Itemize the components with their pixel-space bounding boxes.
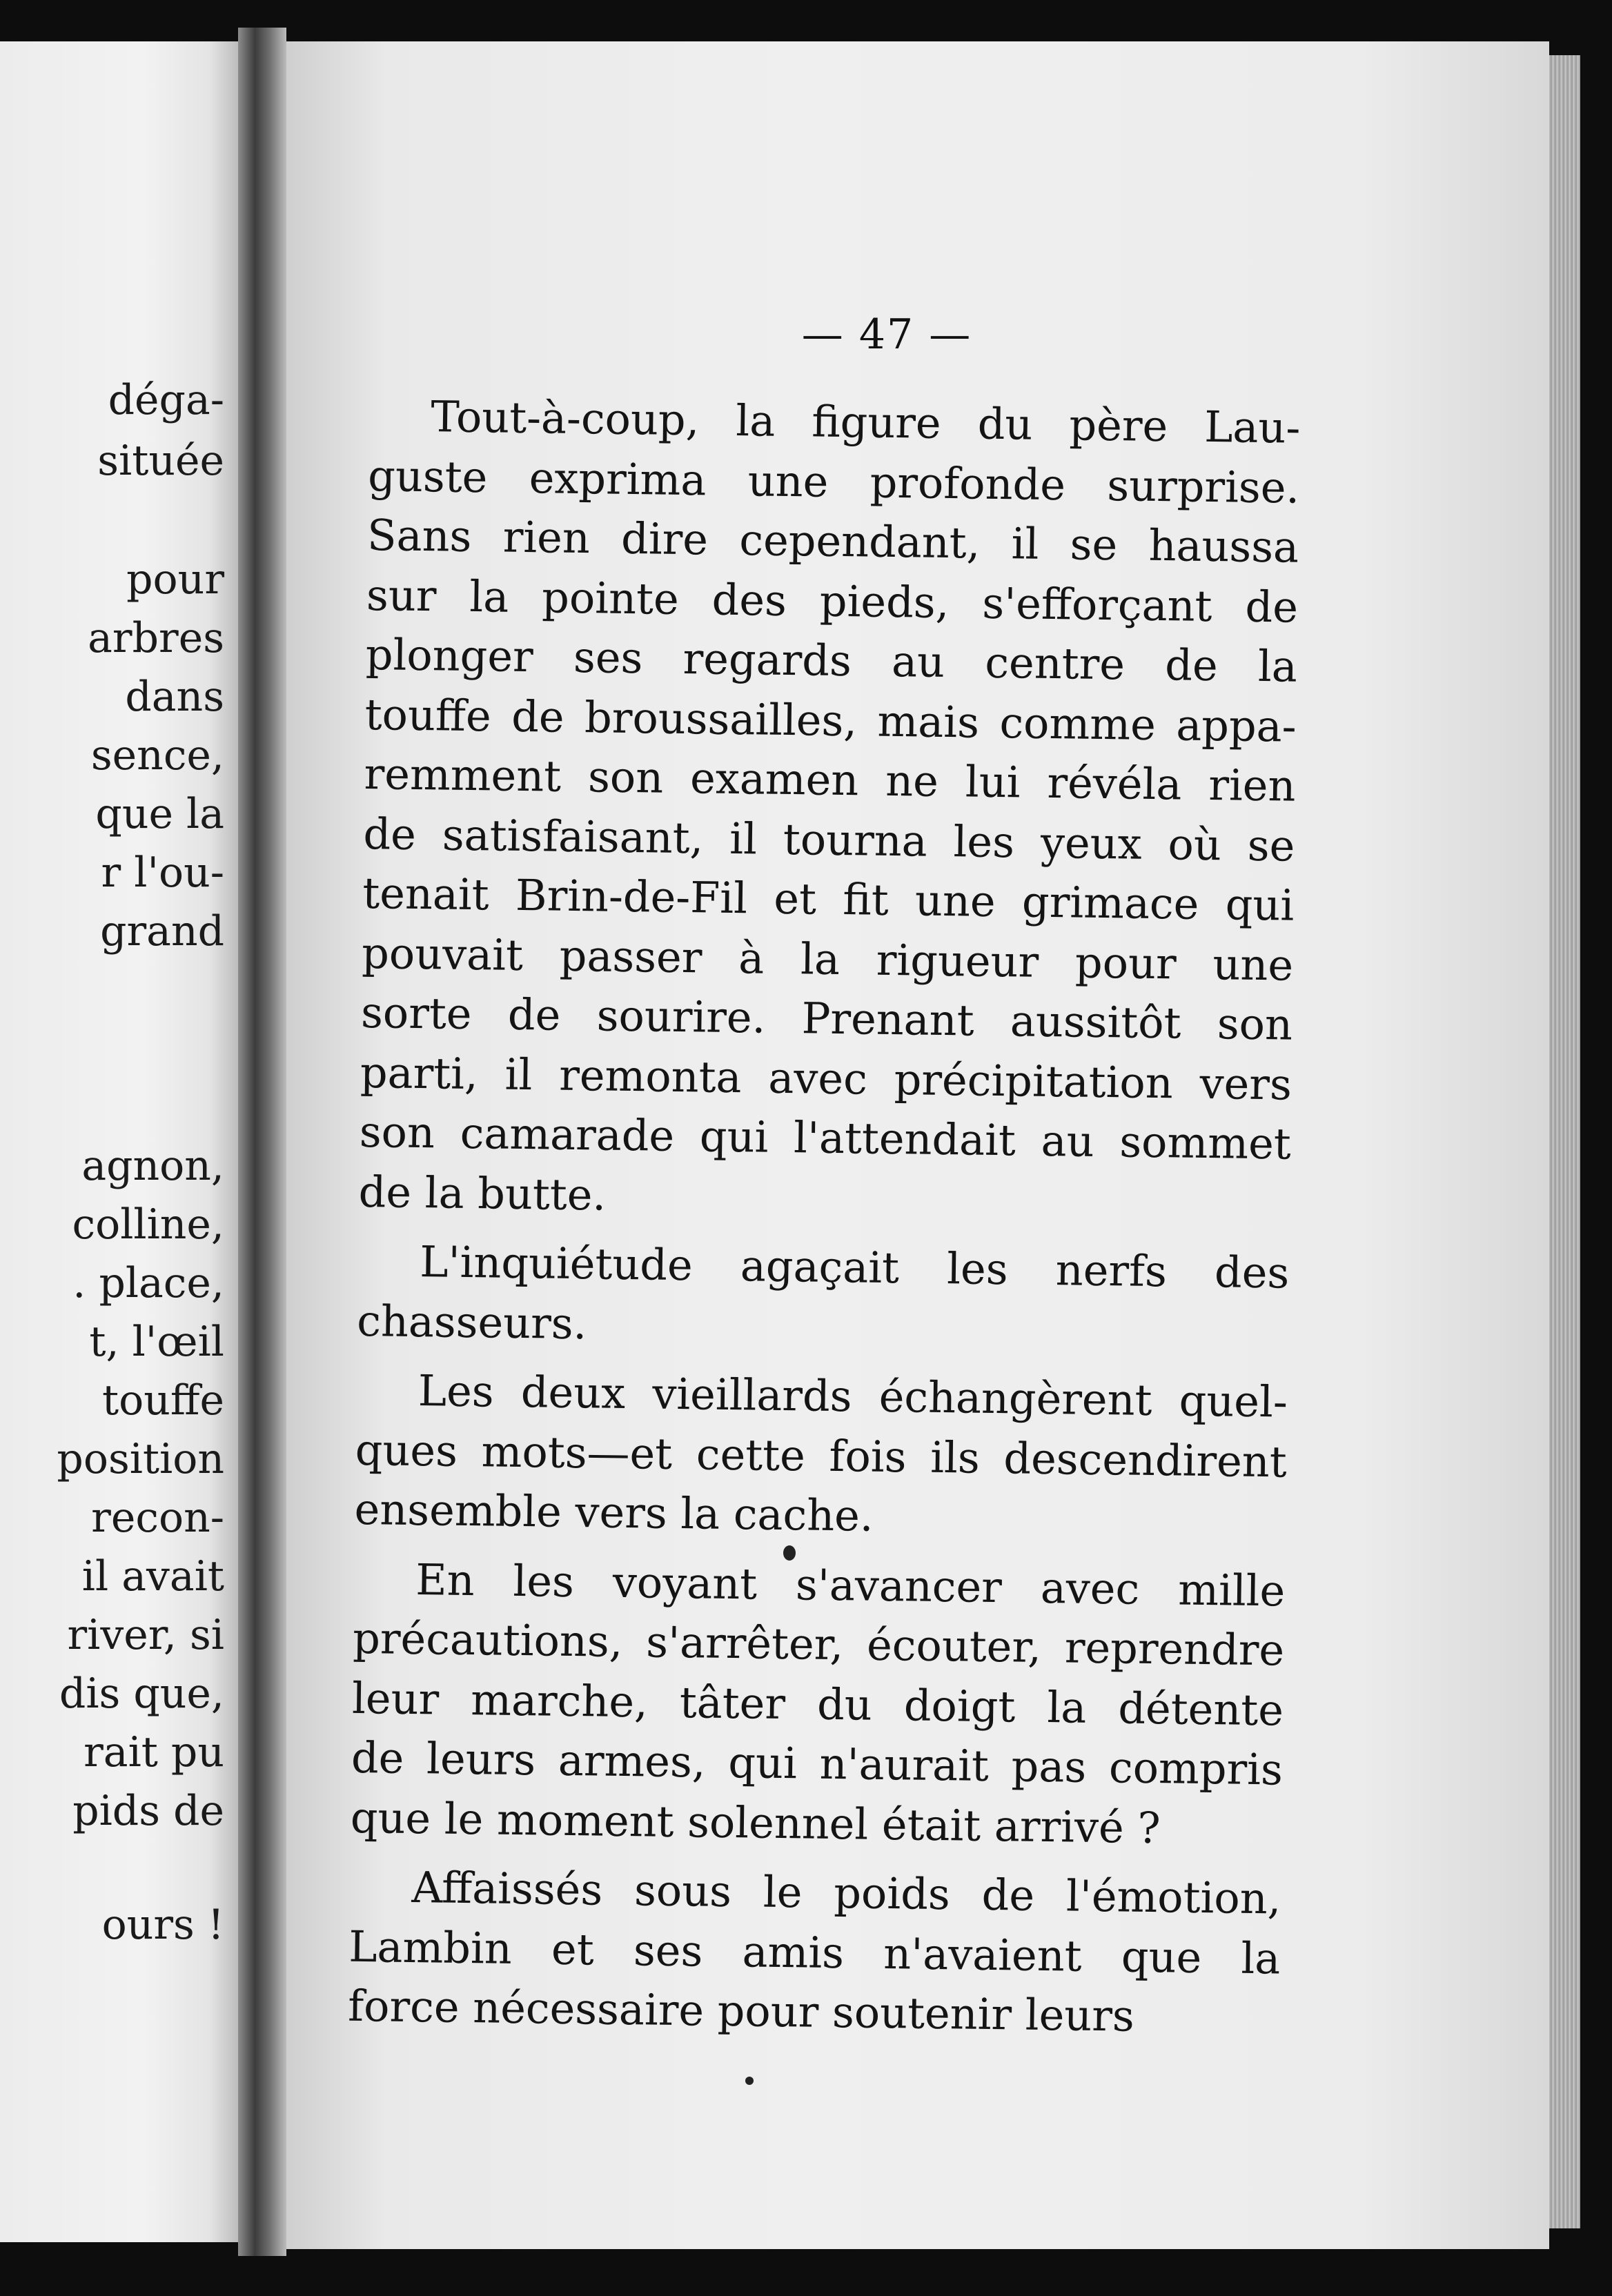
text-line: ques mots—et cette fois ils descendirent: [355, 1424, 1288, 1487]
text-line: Les deux vieillards échangèrent quel-: [417, 1365, 1288, 1427]
text-line: que le moment solennel était arrivé ?: [350, 1792, 1161, 1853]
text-line: Lambin et ses amis n'avaient que la: [348, 1921, 1281, 1983]
left-page-line: position: [57, 1435, 224, 1483]
left-page-line: touffe: [101, 1376, 224, 1425]
left-page-line: déga-: [108, 376, 224, 424]
left-page: [0, 41, 238, 2242]
left-page-line: dis que,: [59, 1670, 224, 1718]
text-line: de la butte.: [358, 1166, 607, 1220]
left-page-line: sence,: [90, 731, 224, 780]
left-page-line: river, si: [67, 1611, 224, 1659]
left-page-line: agnon,: [81, 1142, 224, 1190]
text-line: Tout-à-coup, la figure du père Lau-: [430, 391, 1301, 453]
page-body-text: [348, 386, 1301, 2048]
text-line: guste exprima une profonde surprise.: [367, 450, 1300, 513]
left-page-line: pids de: [72, 1787, 224, 1835]
text-line: chasseurs.: [356, 1295, 587, 1349]
left-page-line: située: [97, 437, 224, 485]
page-number-text: — 47 —: [801, 310, 972, 359]
left-page-line: pour: [126, 555, 224, 604]
left-page-line: . place,: [72, 1259, 224, 1307]
left-page-line: arbres: [88, 614, 224, 662]
text-line: sorte de sourire. Prenant aussitôt son: [360, 987, 1293, 1050]
text-line: L'inquiétude agaçait les nerfs des: [419, 1236, 1290, 1298]
page-edge: [1549, 55, 1580, 2228]
right-page: [286, 41, 1549, 2249]
text-line: ensemble vers la cache.: [354, 1483, 874, 1541]
text-line: de satisfaisant, il tourna les yeux où se: [363, 808, 1295, 871]
text-line: son camarade qui l'attendait au sommet: [359, 1106, 1292, 1169]
left-page-line: ours !: [101, 1901, 224, 1949]
left-page-line: r l'ou-: [101, 849, 224, 897]
text-line: remment son examen ne lui révéla rien: [364, 748, 1296, 811]
left-page-line: il avait: [81, 1552, 224, 1601]
left-page-line: grand: [100, 907, 224, 956]
text-line: tenait Brin-de-Fil et fit une grimace qui: [362, 867, 1295, 931]
print-speck: [745, 2077, 754, 2085]
text-line: Affaissés sous le poids de l'émotion,: [411, 1861, 1281, 1924]
text-line: touffe de broussailles, mais comme appa-: [364, 689, 1297, 752]
text-line: précautions, s'arrêter, écouter, reprendre: [352, 1612, 1285, 1676]
text-line: plonger ses regards au centre de la: [365, 629, 1298, 692]
left-page-line: que la: [95, 790, 224, 838]
text-line: sur la pointe des pieds, s'efforçant de: [366, 569, 1299, 633]
text-line: Sans rien dire cependant, il se haussa: [366, 509, 1299, 573]
text-line: leur marche, tâter du doigt la détente: [351, 1672, 1284, 1736]
left-page-line: dans: [125, 673, 224, 721]
print-speck: [783, 1545, 796, 1561]
text-line: pouvait passer à la rigueur pour une: [361, 927, 1294, 991]
page-number: [286, 310, 1549, 359]
text-line: force nécessaire pour soutenir leurs: [347, 1980, 1135, 2041]
left-page-line: t, l'œil: [89, 1318, 224, 1366]
text-line: parti, il remonta avec précipitation vers: [360, 1047, 1292, 1110]
left-page-line: recon-: [91, 1494, 224, 1542]
text-line: En les voyant s'avancer avec mille: [415, 1554, 1286, 1616]
left-page-line: colline,: [72, 1200, 224, 1249]
text-line: de leurs armes, qui n'aurait pas compris: [351, 1732, 1284, 1795]
book-gutter: [238, 28, 286, 2256]
left-page-line: rait pu: [83, 1728, 224, 1777]
